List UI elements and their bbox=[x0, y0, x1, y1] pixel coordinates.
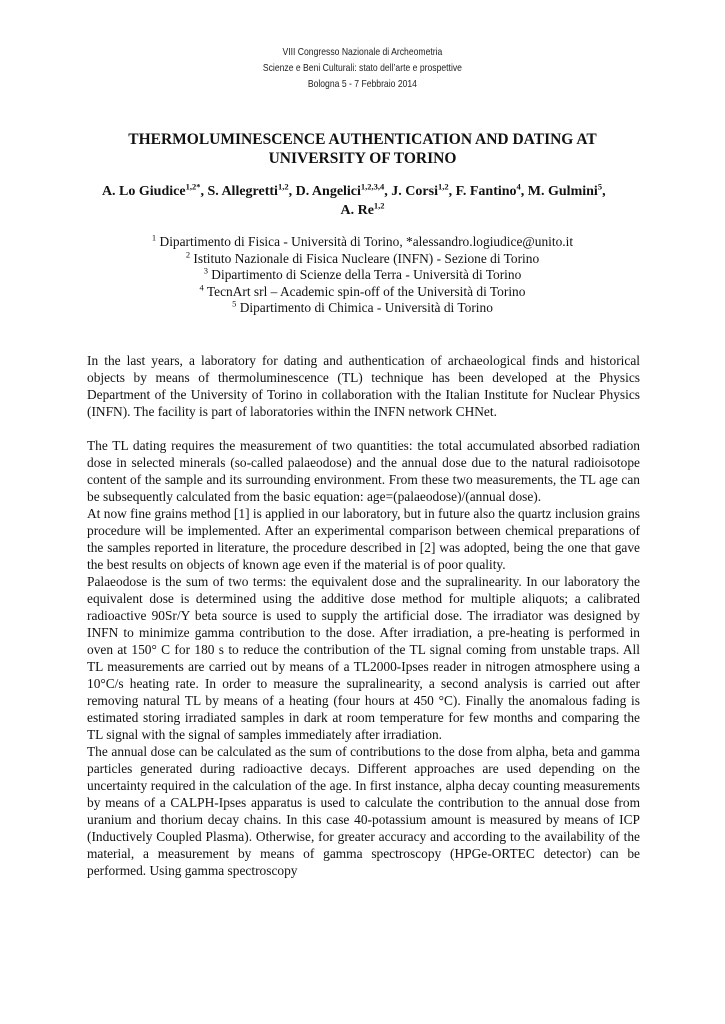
author-affiliation-marker: 1,2 bbox=[437, 181, 449, 192]
title-line: UNIVERSITY OF TORINO bbox=[268, 150, 457, 167]
author-affiliation-marker: 4 bbox=[516, 181, 521, 192]
author-affiliation-marker: 1,2* bbox=[185, 181, 201, 192]
paragraph-tl-dating: The TL dating requires the measurement of two quantities: the total accumulated absorbed radiation dose in selected minerals (so-called palaeodose) and the annual dose due to the natural radioisotope content of the sample and its surrounding environment. From these two measurements, the TL age can be subsequently calculated from the basic equation: age=(palaeodose)/(annual dose). bbox=[87, 438, 640, 504]
author-name: A. Lo Giudice bbox=[101, 184, 186, 199]
author-name: S. Allegretti bbox=[207, 184, 278, 199]
affiliation-item bbox=[60, 267, 665, 284]
author-name: F. Fantino bbox=[455, 184, 517, 199]
affiliation-item bbox=[60, 234, 665, 251]
paragraph-annual-dose: The annual dose can be calculated as the sum of contributions to the dose from alpha, beta and gamma particles generated during radioactive decays. Different approaches are used depending on the uncertainty required in the calculation of the age. In first instance, alpha decay counting measurements by means of a CALPH-Ipses apparatus is used to calculate the contribution to the annual dose from uranium and thorium decay chains. In this case 40-potassium amount is measured by means of ICP (Inductively Coupled Plasma). Otherwise, for greater accuracy and according to the availability of the material, a measurement by means of gamma spectroscopy (HPGe-ORTEC detector) can be performed. Using gamma spectroscopy bbox=[87, 744, 640, 878]
affiliation-text: Istituto Nazionale di Fisica Nucleare (INFN) - Sezione di Torino bbox=[190, 250, 540, 266]
affiliation-number: 1 bbox=[151, 232, 157, 243]
body-text bbox=[87, 352, 640, 879]
paragraph-intro: In the last years, a laboratory for dating and authentication of archaeological finds and historical objects by means of thermoluminescence (TL) technique has been developed at the Physics Department of the University of Torino in collaboration with the Italian Institute for Nuclear Physics (INFN). The facility is part of laboratories within the INFN network CHNet. bbox=[87, 353, 640, 419]
affiliation-text: Dipartimento di Chimica - Università di Torino bbox=[236, 300, 493, 315]
affiliation-text: Dipartimento di Scienze della Terra - Università di Torino bbox=[207, 267, 522, 282]
paper-title bbox=[60, 130, 665, 168]
paragraph-method: At now fine grains method [1] is applied in our laboratory, but in future also the quartz inclusion grains procedure will be implemented. After an experimental comparison between chemical preparations of the samples reported in literature, the procedure described in [2] was adopted, being the one that gave the best results on objects of known age even if the material is of poor quality. bbox=[87, 506, 640, 572]
author-affiliation-marker: 1,2,3,4 bbox=[360, 181, 385, 192]
author-affiliation-marker: 5 bbox=[597, 181, 603, 192]
author-separator: , bbox=[448, 184, 456, 199]
affiliation-number: 4 bbox=[199, 282, 204, 293]
conference-header bbox=[65, 44, 660, 92]
header-line: Scienze e Beni Culturali: stato dell’arte e prospettive bbox=[262, 62, 462, 74]
title-line: THERMOLUMINESCENCE AUTHENTICATION AND DATING AT bbox=[128, 131, 597, 148]
affiliation-item bbox=[60, 251, 665, 268]
author-separator: , bbox=[288, 184, 296, 199]
author-affiliation-marker: 1,2 bbox=[373, 200, 385, 211]
author-affiliation-marker: 1,2 bbox=[277, 181, 289, 192]
affiliation-text: TecnArt srl – Academic spin-off of the Università di Torino bbox=[203, 283, 526, 299]
author-name: A. Re bbox=[340, 203, 374, 218]
author-separator: , bbox=[200, 184, 208, 199]
affiliation-number: 3 bbox=[203, 265, 208, 276]
affiliation-item bbox=[60, 284, 665, 301]
author-name: M. Gulmini bbox=[527, 184, 598, 199]
header-line: VIII Congresso Nazionale di Archeometria bbox=[282, 46, 443, 58]
author-separator: , bbox=[520, 184, 528, 199]
author-name: J. Corsi bbox=[391, 184, 438, 199]
author-separator: , bbox=[602, 184, 624, 199]
header-line: Bologna 5 - 7 Febbraio 2014 bbox=[307, 78, 417, 90]
affiliation-text: Dipartimento di Fisica - Università di Torino, *alessandro.logiudice@unito.it bbox=[156, 234, 574, 249]
affiliation-number: 2 bbox=[185, 249, 191, 260]
author-separator: , bbox=[384, 184, 392, 199]
author-name: D. Angelici bbox=[295, 184, 361, 199]
paragraph-palaeodose: Palaeodose is the sum of two terms: the equivalent dose and the supralinearity. In our laboratory the equivalent dose is determined using the additive dose method for multiple aliquots; a calibrated radioactive 90Sr/Y beta source is used to supply the artificial dose. The irradiator was designed by INFN to minimize gamma contribution to the dose. After irradiation, a pre-heating is performed in oven at 150° C for 180 s to reduce the contribution of the TL signal coming from unstable traps. All TL measurements are carried out by means of a TL2000-Ipses reader in nitrogen atmosphere using a 10°C/s heating rate. In order to measure the supralinearity, a second analysis is carried out after removing natural TL by means of a heating (four hours at 450 °C). Finally the anomalous fading is estimated storing irradiated samples in dark at room temperature for few months and comparing the TL signal with the signal of samples immediately after irradiation. bbox=[87, 574, 640, 742]
affiliation-number: 5 bbox=[232, 298, 237, 309]
affiliation-item bbox=[60, 300, 665, 317]
author-list bbox=[100, 182, 625, 220]
affiliation-list bbox=[60, 234, 665, 317]
